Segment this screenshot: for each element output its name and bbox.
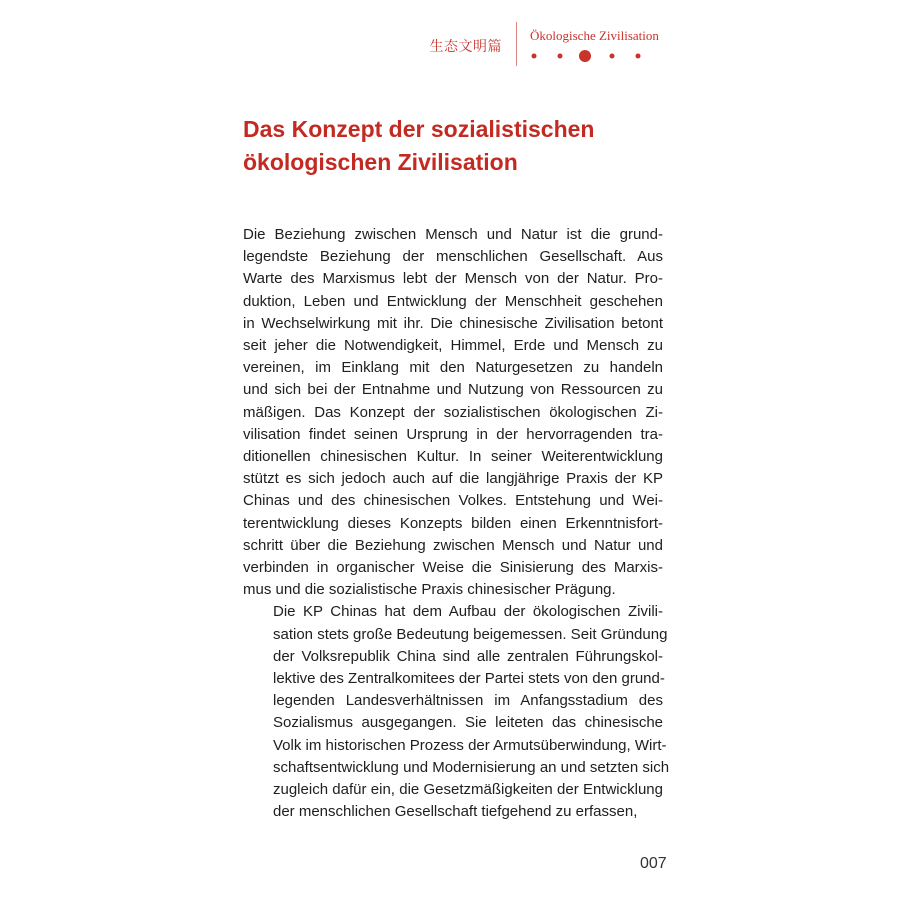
paragraph [243, 601, 670, 823]
progress-dot [558, 54, 563, 59]
text-line: in Wechselwirkung mit ihr. Die chinesische Zivilisation betont [243, 314, 663, 332]
text-line: vereinen, im Einklang mit den Naturgesetzen zu handeln [243, 359, 663, 377]
text-line: Volk im historischen Prozess der Armutsüberwindung, Wirt- [273, 736, 667, 754]
chapter-title-chinese: 生态文明篇 [429, 39, 502, 55]
section-title-line: ökologischen Zivilisation [243, 149, 518, 175]
text-line: sation stets große Bedeutung beigemessen. Seit Gründung [273, 625, 668, 643]
page-number: 007 [640, 855, 667, 872]
text-line: ditionellen chinesischen Kultur. In seiner Weiterentwicklung [243, 448, 663, 466]
text-line: Die KP Chinas hat dem Aufbau der ökologischen Zivili- [273, 603, 663, 621]
progress-dot [636, 54, 641, 59]
progress-dot-current [579, 50, 591, 62]
text-line: Chinas und des chinesischen Volkes. Entstehung und Wei- [243, 492, 663, 510]
progress-dot [532, 54, 537, 59]
text-line: schritt über die Beziehung zwischen Mensch und Natur und [243, 536, 663, 554]
text-line: schaftsentwicklung und Modernisierung an und setzten sich [273, 758, 670, 776]
paragraph [243, 224, 663, 601]
text-line: Sozialismus ausgegangen. Sie leiteten das chinesische [273, 714, 663, 732]
text-line: lektive des Zentralkomitees der Partei stets von den grund- [273, 670, 665, 688]
text-line: legenden Landesverhältnissen im Anfangsstadium des [273, 692, 663, 710]
text-line: mus und die sozialistische Praxis chinesischer Prägung. [243, 581, 616, 599]
text-line: der Volksrepublik China sind alle zentralen Führungskol- [273, 647, 663, 665]
text-line: vilisation findet seinen Ursprung in der hervorragenden tra- [243, 425, 663, 443]
text-line: der menschlichen Gesellschaft tiefgehend zu erfassen, [273, 803, 638, 821]
text-line: zugleich dafür ein, die Gesetzmäßigkeiten der Entwicklung [273, 781, 663, 799]
text-line: verbinden in organischer Weise die Sinisierung des Marxis- [243, 559, 663, 577]
text-line: und sich bei der Entnahme und Nutzung von Ressourcen zu [243, 381, 663, 399]
header-divider [516, 22, 517, 66]
chapter-progress-dots [528, 48, 644, 64]
text-line: mäßigen. Das Konzept der sozialistischen ökologischen Zi- [243, 403, 663, 421]
text-line: terentwicklung dieses Konzepts bilden einen Erkenntnisfort- [243, 514, 663, 532]
section-title [243, 113, 683, 179]
section-title-line: Das Konzept der sozialistischen [243, 116, 595, 142]
text-line: seit jeher die Notwendigkeit, Himmel, Erde und Mensch zu [243, 337, 663, 355]
body-text [243, 224, 670, 823]
text-line: duktion, Leben und Entwicklung der Menschheit geschehen [243, 292, 663, 310]
text-line: stützt es sich jedoch auch auf die langjährige Praxis der KP [243, 470, 663, 488]
text-line: Warte des Marxismus lebt der Mensch von der Natur. Pro- [243, 270, 663, 288]
text-line: legendste Beziehung der menschlichen Gesellschaft. Aus [243, 248, 663, 266]
progress-dot [610, 54, 615, 59]
text-line: Die Beziehung zwischen Mensch und Natur ist die grund- [243, 226, 663, 243]
chapter-title-german: Ökologische Zivilisation [530, 28, 659, 43]
